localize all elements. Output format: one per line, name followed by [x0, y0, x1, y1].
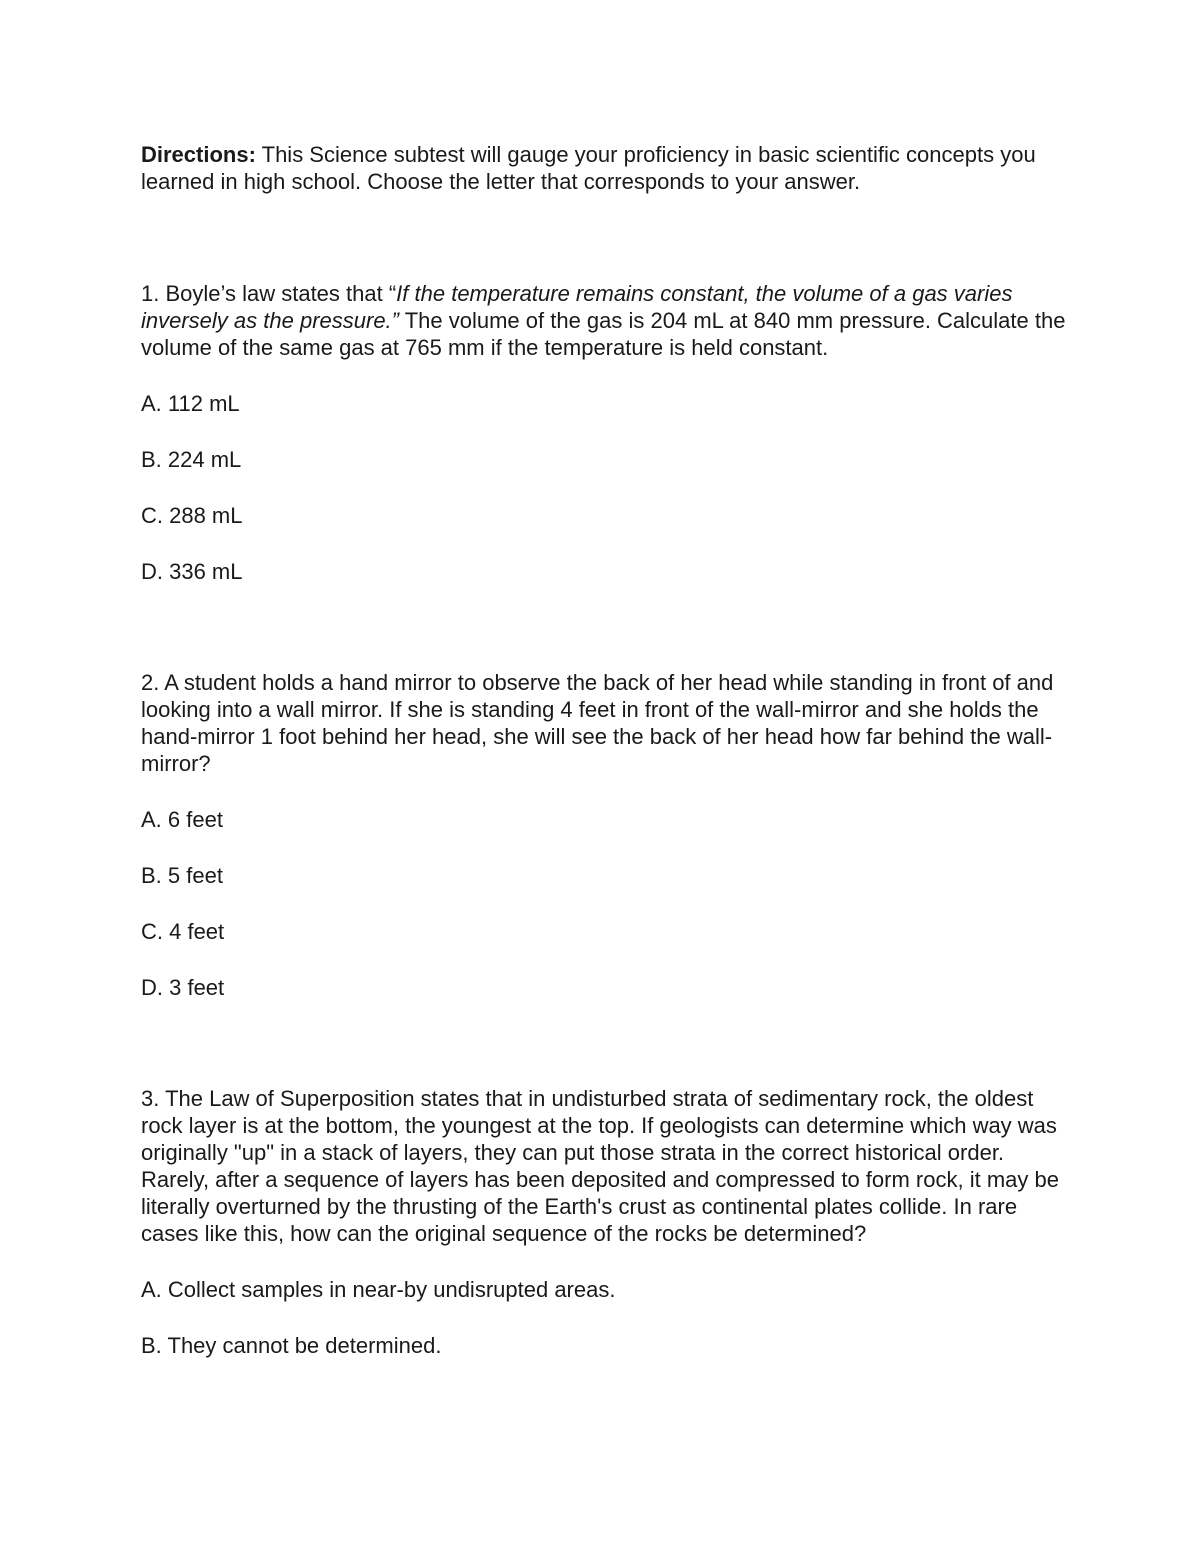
question-3-option-a: A. Collect samples in near-by undisrupted areas. — [141, 1277, 616, 1302]
question-1 — [141, 280, 1071, 585]
question-2-option-d: D. 3 feet — [141, 975, 225, 1000]
question-2-option-a: A. 6 feet — [141, 807, 223, 832]
question-1-stem-italic: If the temperature remains constant, the volume of a gas varies inversely as the pressure.” — [141, 281, 1013, 333]
document-page — [141, 141, 1071, 1359]
directions-label: Directions: — [141, 142, 256, 167]
directions-paragraph — [141, 141, 1071, 195]
question-1-stem — [141, 280, 1071, 361]
question-2-option-b: B. 5 feet — [141, 863, 223, 888]
question-1-option-c: C. 288 mL — [141, 503, 243, 528]
question-1-option-d: D. 336 mL — [141, 559, 243, 584]
question-2 — [141, 669, 1071, 1001]
question-2-stem: 2. A student holds a hand mirror to observe the back of her head while standing in front of and looking into a wall mirror. If she is standing 4 feet in front of the wall-mirror and she holds the hand-mirror 1 foot behind her head, she will see the back of her head how far behind the wall-mirror? — [141, 670, 1054, 776]
question-1-option-a: A. 112 mL — [141, 391, 240, 416]
question-1-stem-prefix: 1. Boyle’s law states that “ — [141, 281, 397, 306]
directions-text: This Science subtest will gauge your proficiency in basic scientific concepts you learned in high school. Choose the letter that corresponds to your answer. — [141, 142, 1036, 194]
question-1-stem-suffix: The volume of the gas is 204 mL at 840 mm pressure. Calculate the volume of the same gas at 765 mm if the temperature is held constant. — [141, 308, 1066, 360]
question-1-option-b: B. 224 mL — [141, 447, 242, 472]
question-2-option-c: C. 4 feet — [141, 919, 225, 944]
question-3-stem: 3. The Law of Superposition states that in undisturbed strata of sedimentary rock, the oldest rock layer is at the bottom, the youngest at the top. If geologists can determine which way was originally "up" in a stack of layers, they can put those strata in the correct historical order. Rarely, after a sequence of layers has been deposited and compressed to form rock, it may be literally overturned by the thrusting of the Earth's crust as continental plates collide. In rare cases like this, how can the original sequence of the rocks be determined? — [141, 1086, 1059, 1246]
question-3 — [141, 1085, 1071, 1359]
question-3-option-b: B. They cannot be determined. — [141, 1333, 442, 1358]
